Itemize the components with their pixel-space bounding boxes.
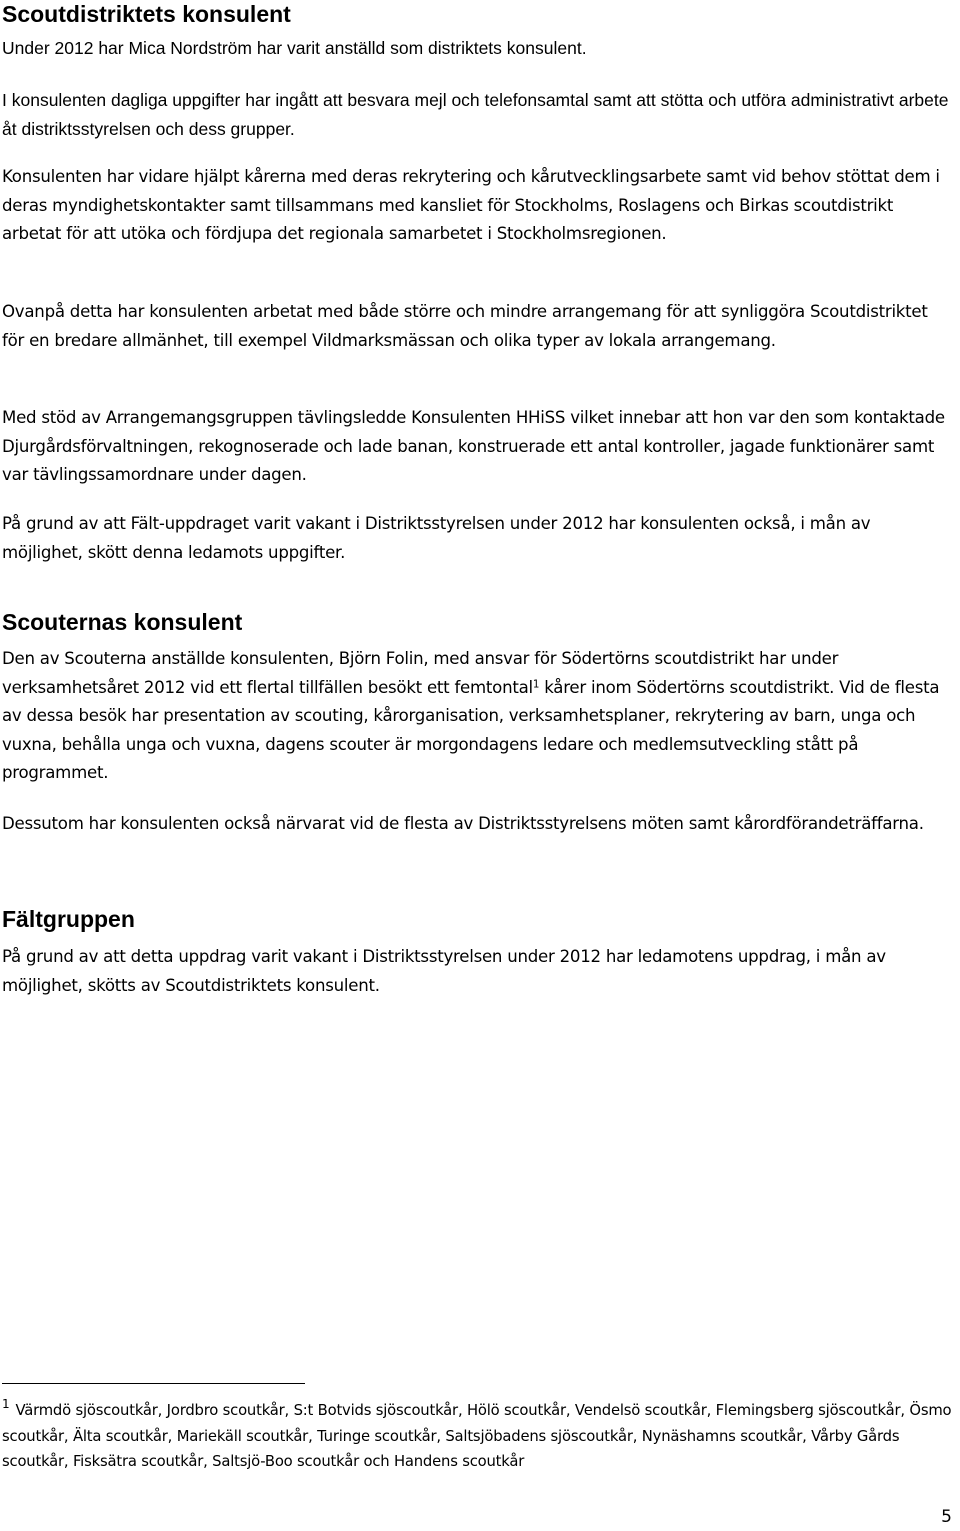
- paragraph: På grund av att Fält-uppdraget varit vakant i Distriktsstyrelsen under 2012 har konsulenten också, i mån av möjlighet, skött denna ledamots uppgifter.: [2, 514, 871, 562]
- paragraph: Konsulenten har vidare hjälpt kårerna med deras rekrytering och kårutvecklingsarbete samt vid behov stöttat dem i deras myndighetskontakter samt tillsammans med kansliet för Stockholms, Roslagens och Birkas scoutdistrikt arbetat för att utöka och fördjupa det regionala samarbetet i Stockholmsregionen.: [2, 167, 940, 244]
- footnote-number: 1: [2, 1396, 10, 1411]
- paragraph: På grund av att detta uppdrag varit vakant i Distriktsstyrelsen under 2012 har ledamotens uppdrag, i mån av möjlighet, skötts av Scoutdistriktets konsulent.: [2, 947, 886, 995]
- footnote-text: Värmdö sjöscoutkår, Jordbro scoutkår, S:t Botvids sjöscoutkår, Hölö scoutkår, Vendelsö scoutkår, Flemingsberg sjöscoutkår, Ösmo scoutkår, Älta scoutkår, Mariekäll scoutkår, Turinge scoutkår, Saltsjöbadens sjöscoutkår, Nynäshamns scoutkår, Vårby Gårds scoutkår, Fisksätra scoutkår, Saltsjö-Boo scoutkår och Handens scoutkår: [2, 1402, 952, 1471]
- paragraph: I konsulenten dagliga uppgifter har ingått att besvara mejl och telefonsamtal samt att stötta och utföra administrativt arbete åt distriktsstyrelsen och dess grupper.: [2, 90, 949, 139]
- paragraph-text: Den av Scouterna anställde konsulenten, Björn Folin, med ansvar för Södertörns scoutdistrikt har under verksamhetsåret 2012 vid ett flertal tillfällen besökt ett femtontal: [2, 649, 839, 697]
- paragraph: Med stöd av Arrangemangsgruppen tävlingsledde Konsulenten HHiSS vilket innebar att hon var den som kontaktade Djurgårdsförvaltningen, rekognoserade och lade banan, konstruerade ett antal kontroller, jagade funktionärer samt var tävlingssamordnare under dagen.: [2, 408, 945, 485]
- footnote: [2, 1398, 952, 1475]
- paragraph: Ovanpå detta har konsulenten arbetat med både större och mindre arrangemang för att synliggöra Scoutdistriktet för en bredare allmänhet, till exempel Vildmarksmässan och olika typer av lokala arrangemang.: [2, 302, 928, 350]
- footnote-separator: [2, 1383, 305, 1384]
- section-heading-scouternas-konsulent: Scouternas konsulent: [2, 609, 243, 635]
- footnote-reference[interactable]: 1: [532, 677, 540, 690]
- paragraph: Dessutom har konsulenten också närvarat vid de flesta av Distriktsstyrelsens möten samt kårordförandeträffarna.: [2, 814, 924, 833]
- paragraph-text: kårer inom Södertörns scoutdistrikt. Vid de flesta av dessa besök har presentation av scouting, kårorganisation, verksamhetsplaner, rekrytering av barn, unga och vuxna, behålla unga och vuxna, dagens scouter är morgondagens ledare och medlemsutveckling stått på programmet.: [2, 677, 940, 783]
- page-number: 5: [941, 1507, 952, 1527]
- section-heading-faltgruppen: Fältgruppen: [2, 906, 135, 932]
- paragraph: Under 2012 har Mica Nordström har varit anställd som distriktets konsulent.: [2, 38, 587, 58]
- paragraph: [2, 645, 952, 788]
- section-heading-scoutdistriktets-konsulent: Scoutdistriktets konsulent: [2, 1, 291, 27]
